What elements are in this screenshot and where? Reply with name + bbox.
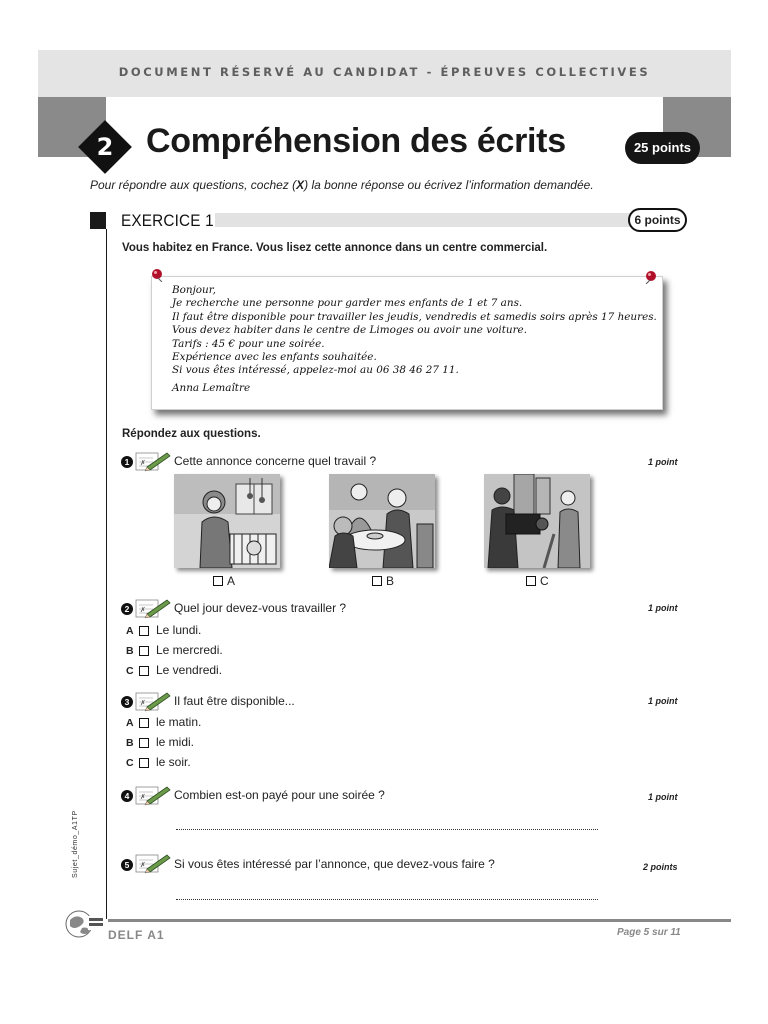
illustration-filming-icon xyxy=(484,474,590,568)
answer-heading: Répondez aux questions. xyxy=(122,428,261,440)
option-letter: C xyxy=(126,757,134,769)
option-letter: B xyxy=(126,645,134,657)
option-text: Le mercredi. xyxy=(156,643,223,657)
delf-dalf-logo xyxy=(62,906,104,940)
answer-checkbox-3a[interactable] xyxy=(139,718,149,728)
option-letter: A xyxy=(126,625,134,637)
exercise-side-rule xyxy=(106,229,107,919)
answer-checkbox-3c[interactable] xyxy=(139,758,149,768)
document-code-label: Sujet_démo_A1TP xyxy=(72,810,79,878)
header-band xyxy=(38,50,731,97)
option-text: Le vendredi. xyxy=(156,663,223,677)
note-line: Il faut être disponible pour travailler les jeudis, vendredis et samedis soirs après 17 heures. xyxy=(172,310,657,323)
section-title: Compréhension des écrits xyxy=(146,122,566,160)
option-text: le soir. xyxy=(156,755,191,769)
answer-line-5[interactable] xyxy=(176,899,598,900)
note-line: Bonjour, xyxy=(172,284,216,296)
pushpin-icon xyxy=(150,268,164,282)
illustration-babysitter-icon xyxy=(174,474,280,568)
question-2-points: 1 point xyxy=(648,603,678,613)
question-3-points: 1 point xyxy=(648,696,678,706)
instruction-text xyxy=(90,178,594,192)
pencil-icon xyxy=(135,690,171,712)
option-text: le matin. xyxy=(156,715,202,729)
option-letter: B xyxy=(126,737,134,749)
answer-checkbox-3b[interactable] xyxy=(139,738,149,748)
note-signature: Anna Lemaître xyxy=(172,381,251,394)
note-line: Tarifs : 45 € pour une soirée. xyxy=(172,337,325,350)
exercise-title: EXERCICE 1 xyxy=(121,211,214,230)
option-letter: A xyxy=(126,717,134,729)
question-4-points: 1 point xyxy=(648,792,678,802)
question-5-number: 5 xyxy=(121,859,133,871)
question-1-points: 1 point xyxy=(648,457,678,467)
instruction-before: Pour répondre aux questions, cochez ( xyxy=(90,178,297,192)
option-letter: C xyxy=(126,665,134,677)
question-4-text: Combien est-on payé pour une soirée ? xyxy=(174,788,385,802)
answer-checkbox-2c[interactable] xyxy=(139,666,149,676)
option-label-1a: A xyxy=(227,574,236,588)
question-1-text: Cette annonce concerne quel travail ? xyxy=(174,454,377,468)
answer-checkbox-2b[interactable] xyxy=(139,646,149,656)
answer-checkbox-1c[interactable] xyxy=(526,576,536,586)
note-line: Vous devez habiter dans le centre de Limoges ou avoir une voiture. xyxy=(172,324,527,337)
section-points-badge: 25 points xyxy=(625,132,700,164)
question-4-number: 4 xyxy=(121,790,133,802)
option-text: le midi. xyxy=(156,735,195,749)
checkmark-x-icon: X xyxy=(296,178,305,192)
question-1-number: 1 xyxy=(121,456,133,468)
note-line: Je recherche une personne pour garder mes enfants de 1 et 7 ans. xyxy=(172,297,523,310)
section-number: 2 xyxy=(96,133,114,161)
picture-waitress xyxy=(329,474,435,568)
option-label-1b: B xyxy=(386,574,395,588)
exercise-bar xyxy=(215,213,665,227)
note-line: Si vous êtes intéressé, appelez-moi au 06 38 46 27 11. xyxy=(172,364,459,377)
exercise-marker xyxy=(90,212,106,229)
note-line: Expérience avec les enfants souhaitée. xyxy=(172,351,377,364)
option-label-1c: C xyxy=(540,574,549,588)
illustration-restaurant-icon xyxy=(329,474,435,568)
exercise-points-badge: 6 points xyxy=(628,208,687,232)
question-2-text: Quel jour devez-vous travailler ? xyxy=(174,601,347,615)
pencil-icon xyxy=(135,450,171,472)
announcement-note xyxy=(151,276,663,410)
picture-babysitting xyxy=(174,474,280,568)
header-band-text: DOCUMENT RÉSERVÉ AU CANDIDAT - ÉPREUVES COLLECTIVES xyxy=(118,65,651,79)
answer-checkbox-1b[interactable] xyxy=(372,576,382,586)
answer-checkbox-1a[interactable] xyxy=(213,576,223,586)
exercise-context: Vous habitez en France. Vous lisez cette annonce dans un centre commercial. xyxy=(122,242,548,254)
answer-line-4[interactable] xyxy=(176,829,598,830)
instruction-after: ) la bonne réponse ou écrivez l’information demandée. xyxy=(304,178,594,192)
question-3-number: 3 xyxy=(121,696,133,708)
option-text: Le lundi. xyxy=(156,623,202,637)
question-5-points: 2 points xyxy=(643,862,678,872)
answer-checkbox-2a[interactable] xyxy=(139,626,149,636)
pencil-icon xyxy=(135,852,171,874)
pushpin-icon xyxy=(644,270,658,284)
footer-rule xyxy=(108,919,731,922)
pencil-icon xyxy=(135,597,171,619)
question-2-number: 2 xyxy=(121,603,133,615)
picture-camera-crew xyxy=(484,474,590,568)
footer-level: DELF A1 xyxy=(108,928,165,942)
question-3-text: Il faut être disponible... xyxy=(174,694,295,708)
question-5-text: Si vous êtes intéressé par l’annonce, que devez-vous faire ? xyxy=(174,857,495,871)
page-number: Page 5 sur 11 xyxy=(617,927,681,938)
pencil-icon xyxy=(135,784,171,806)
